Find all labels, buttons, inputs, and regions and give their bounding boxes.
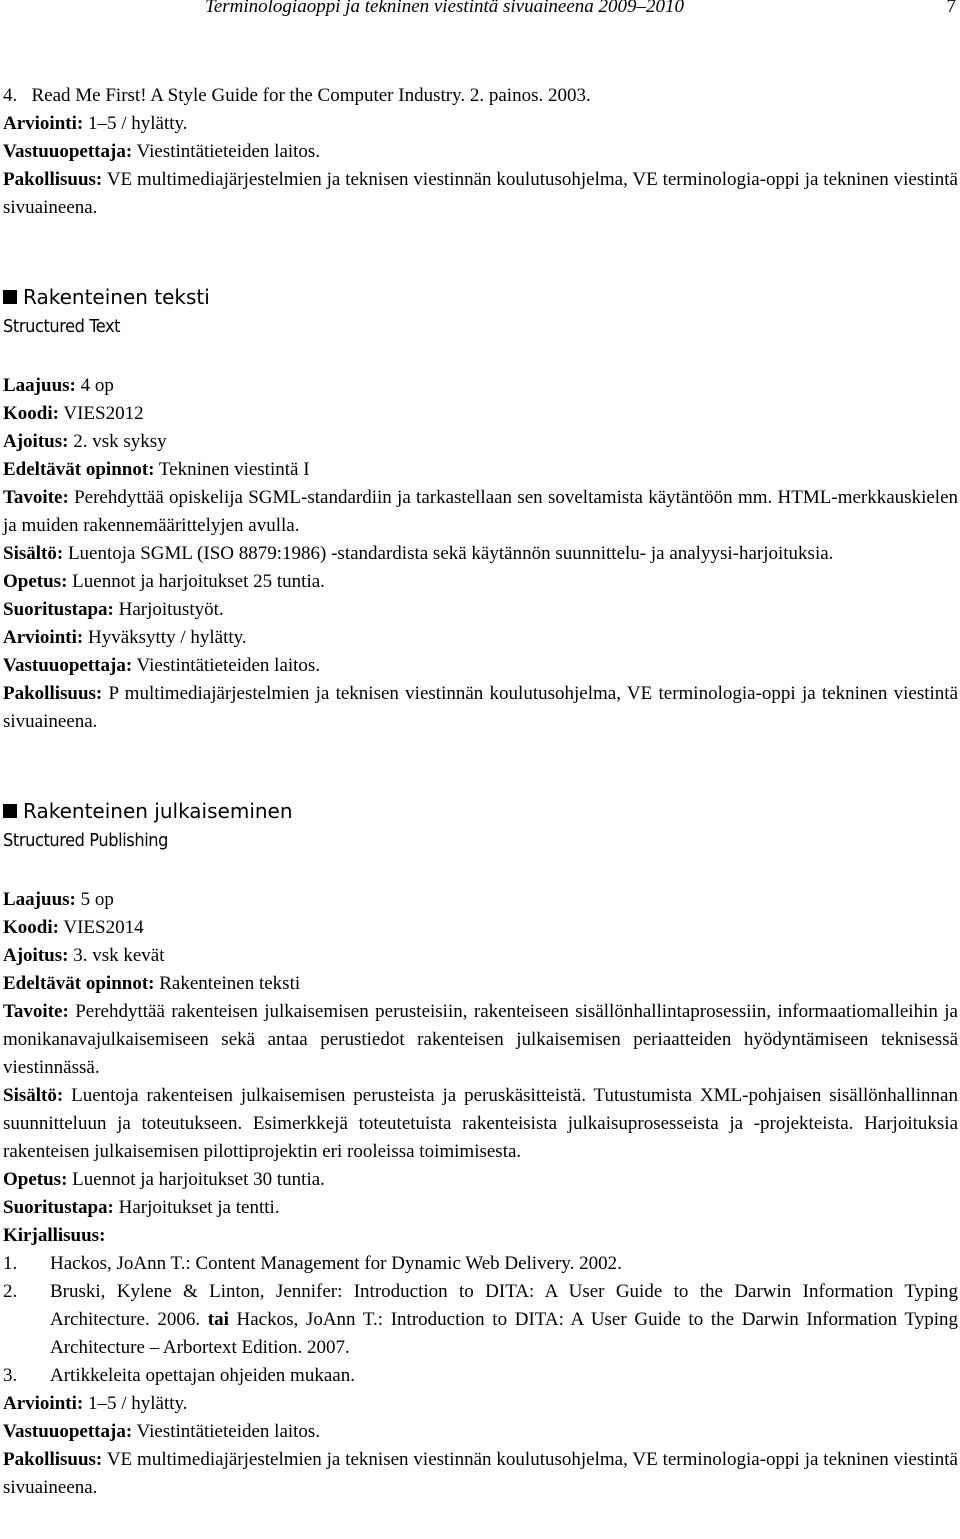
field-label: Opetus:: [3, 571, 68, 592]
assessment-line: [3, 1390, 958, 1418]
intro-block: [3, 82, 958, 222]
field-value: 1–5 / hylätty.: [83, 113, 188, 134]
compulsory-line: [3, 1446, 958, 1502]
field-label: Vastuuopettaja:: [3, 1421, 133, 1442]
field-value: Luentoja SGML (ISO 8879:1986) -standardista sekä käytännön suunnittelu- ja analyysi-harjoituksia.: [63, 543, 834, 564]
field-value: Luennot ja harjoitukset 25 tuntia.: [67, 571, 325, 592]
field-value: VIES2012: [58, 403, 144, 424]
field-value: Luennot ja harjoitukset 30 tuntia.: [67, 1169, 325, 1190]
square-bullet-icon: [3, 290, 17, 304]
section-title: [3, 796, 958, 826]
field-label: Pakollisuus:: [3, 169, 103, 190]
field-value: VE multimediajärjestelmien ja teknisen viestinnän koulutusohjelma, VE terminologia-oppi ja tekninen viestintä sivuaineena.: [3, 1449, 958, 1498]
square-bullet-icon: [3, 804, 17, 818]
field-value: VIES2014: [58, 917, 144, 938]
objective-line: [3, 998, 958, 1082]
responsible-line: [3, 138, 958, 166]
reference-text: Hackos, JoAnn T.: Introduction to DITA: A User Guide to the Darwin Information Typing Architecture – Arbortext Edition. 2007.: [50, 1309, 958, 1358]
field-label: Pakollisuus:: [3, 683, 103, 704]
section-title-text: Rakenteinen julkaiseminen: [23, 799, 293, 823]
field-label: Laajuus:: [3, 375, 76, 396]
objective-line: [3, 484, 958, 540]
field-value: P multimediajärjestelmien ja teknisen viestinnän koulutusohjelma, VE terminologia-oppi ja tekninen viestintä sivuaineena.: [3, 683, 958, 732]
conjunction-text: tai: [207, 1309, 229, 1330]
compulsory-line: [3, 166, 958, 222]
field-label: Sisältö:: [3, 1085, 64, 1106]
field-value: 5 op: [75, 889, 114, 910]
field-label: Suoritustapa:: [3, 599, 114, 620]
list-item: [3, 1278, 958, 1362]
section-title: [3, 282, 958, 312]
field-label: Ajoitus:: [3, 945, 69, 966]
field-value: Viestintätieteiden laitos.: [132, 655, 321, 676]
timing-line: [3, 942, 958, 970]
field-label: Vastuuopettaja:: [3, 141, 133, 162]
literature-list: [3, 1250, 958, 1390]
field-value: Tekninen viestintä I: [154, 459, 310, 480]
field-label: Arviointi:: [3, 113, 84, 134]
content-line: [3, 540, 958, 568]
field-label: Tavoite:: [3, 1001, 69, 1022]
field-value: 2. vsk syksy: [68, 431, 167, 452]
field-value: Luentoja rakenteisen julkaisemisen perusteista ja peruskäsitteistä. Tutustumista XML-pohjaisen sisällönhallinnan suunnitteluun ja toteutukseen. Esimerkkejä toteutetuista rakenteisista julkaisuprosesseista ja -projekteista. Harjoituksia rakenteisen julkaisemisen pilottiprojektin eri rooleissa toimimisesta.: [3, 1085, 958, 1162]
field-value: 1–5 / hylätty.: [83, 1393, 188, 1414]
field-value: 3. vsk kevät: [68, 945, 165, 966]
literature-label: [3, 1222, 958, 1250]
field-label: Laajuus:: [3, 889, 76, 910]
field-label: Edeltävät opinnot:: [3, 973, 155, 994]
field-label: Edeltävät opinnot:: [3, 459, 155, 480]
header-title: Terminologiaoppi ja tekninen viestintä sivuaineena 2009–2010: [205, 0, 684, 17]
reference-text: Artikkeleita opettajan ohjeiden mukaan.: [50, 1365, 355, 1386]
section-subtitle: Structured Text: [3, 316, 121, 337]
field-label: Koodi:: [3, 917, 59, 938]
field-label: Vastuuopettaja:: [3, 655, 133, 676]
field-label: Sisältö:: [3, 543, 64, 564]
reference-text: Hackos, JoAnn T.: Content Management for Dynamic Web Delivery. 2002.: [50, 1253, 622, 1274]
reference-text: Bruski, Kylene & Linton, Jennifer: Introduction to DITA: A User Guide to the Darwin Information Typing Architecture. 2006.: [50, 1281, 958, 1330]
field-value: Hyväksytty / hylätty.: [83, 627, 247, 648]
field-label: Arviointi:: [3, 627, 84, 648]
field-value: Viestintätieteiden laitos.: [132, 141, 321, 162]
code-line: [3, 400, 958, 428]
field-value: Viestintätieteiden laitos.: [132, 1421, 321, 1442]
completion-line: [3, 1194, 958, 1222]
list-item: [3, 1250, 958, 1278]
field-label: Tavoite:: [3, 487, 69, 508]
list-number: 2.: [3, 1281, 18, 1302]
field-value: Harjoitustyöt.: [113, 599, 224, 620]
list-item: [3, 1362, 958, 1390]
field-value: Harjoitukset ja tentti.: [113, 1197, 280, 1218]
teaching-line: [3, 1166, 958, 1194]
list-number: 3.: [3, 1365, 18, 1386]
field-value: VE multimediajärjestelmien ja teknisen viestinnän koulutusohjelma, VE terminologia-oppi ja tekninen viestintä sivuaineena.: [3, 169, 958, 218]
responsible-line: [3, 652, 958, 680]
field-value: Rakenteinen teksti: [154, 973, 301, 994]
field-label: Opetus:: [3, 1169, 68, 1190]
content-line: [3, 1082, 958, 1166]
list-number: 1.: [3, 1253, 18, 1274]
responsible-line: [3, 1418, 958, 1446]
field-value: Perehdyttää opiskelija SGML-standardiin ja tarkastellaan sen soveltamista käytäntöön mm. HTML-merkkauskielen ja muiden rakennemäärittelyjen avulla.: [3, 487, 958, 536]
page-body: [3, 82, 958, 1502]
section-subtitle: Structured Publishing: [3, 830, 169, 851]
prerequisites-line: [3, 456, 958, 484]
field-label: Ajoitus:: [3, 431, 69, 452]
page-number: 7: [946, 0, 956, 17]
field-value: Perehdyttää rakenteisen julkaisemisen perusteisiin, rakenteiseen sisällönhallintaprosessiin, informaatiomalleihin ja monikanavajulkaisemiseen sekä antaa perustiedot rakenteisen julkaisemisen periaatteiden hyödyntämiseen teknisessä viestinnässä.: [3, 1001, 958, 1078]
field-label: Pakollisuus:: [3, 1449, 103, 1470]
course-section-structured-text: [3, 282, 958, 736]
field-label: Kirjallisuus:: [3, 1225, 106, 1246]
completion-line: [3, 596, 958, 624]
compulsory-line: [3, 680, 958, 736]
assessment-line: [3, 110, 958, 138]
section-title-text: Rakenteinen teksti: [23, 285, 210, 309]
prerequisites-line: [3, 970, 958, 998]
field-label: Arviointi:: [3, 1393, 84, 1414]
timing-line: [3, 428, 958, 456]
code-line: [3, 914, 958, 942]
teaching-line: [3, 568, 958, 596]
field-label: Suoritustapa:: [3, 1197, 114, 1218]
assessment-line: [3, 624, 958, 652]
field-value: 4 op: [75, 375, 114, 396]
reference-item: 4. Read Me First! A Style Guide for the Computer Industry. 2. painos. 2003.: [3, 85, 591, 106]
credits-line: [3, 372, 958, 400]
field-label: Koodi:: [3, 403, 59, 424]
course-section-structured-publishing: [3, 796, 958, 1502]
running-header: [0, 0, 960, 24]
credits-line: [3, 886, 958, 914]
